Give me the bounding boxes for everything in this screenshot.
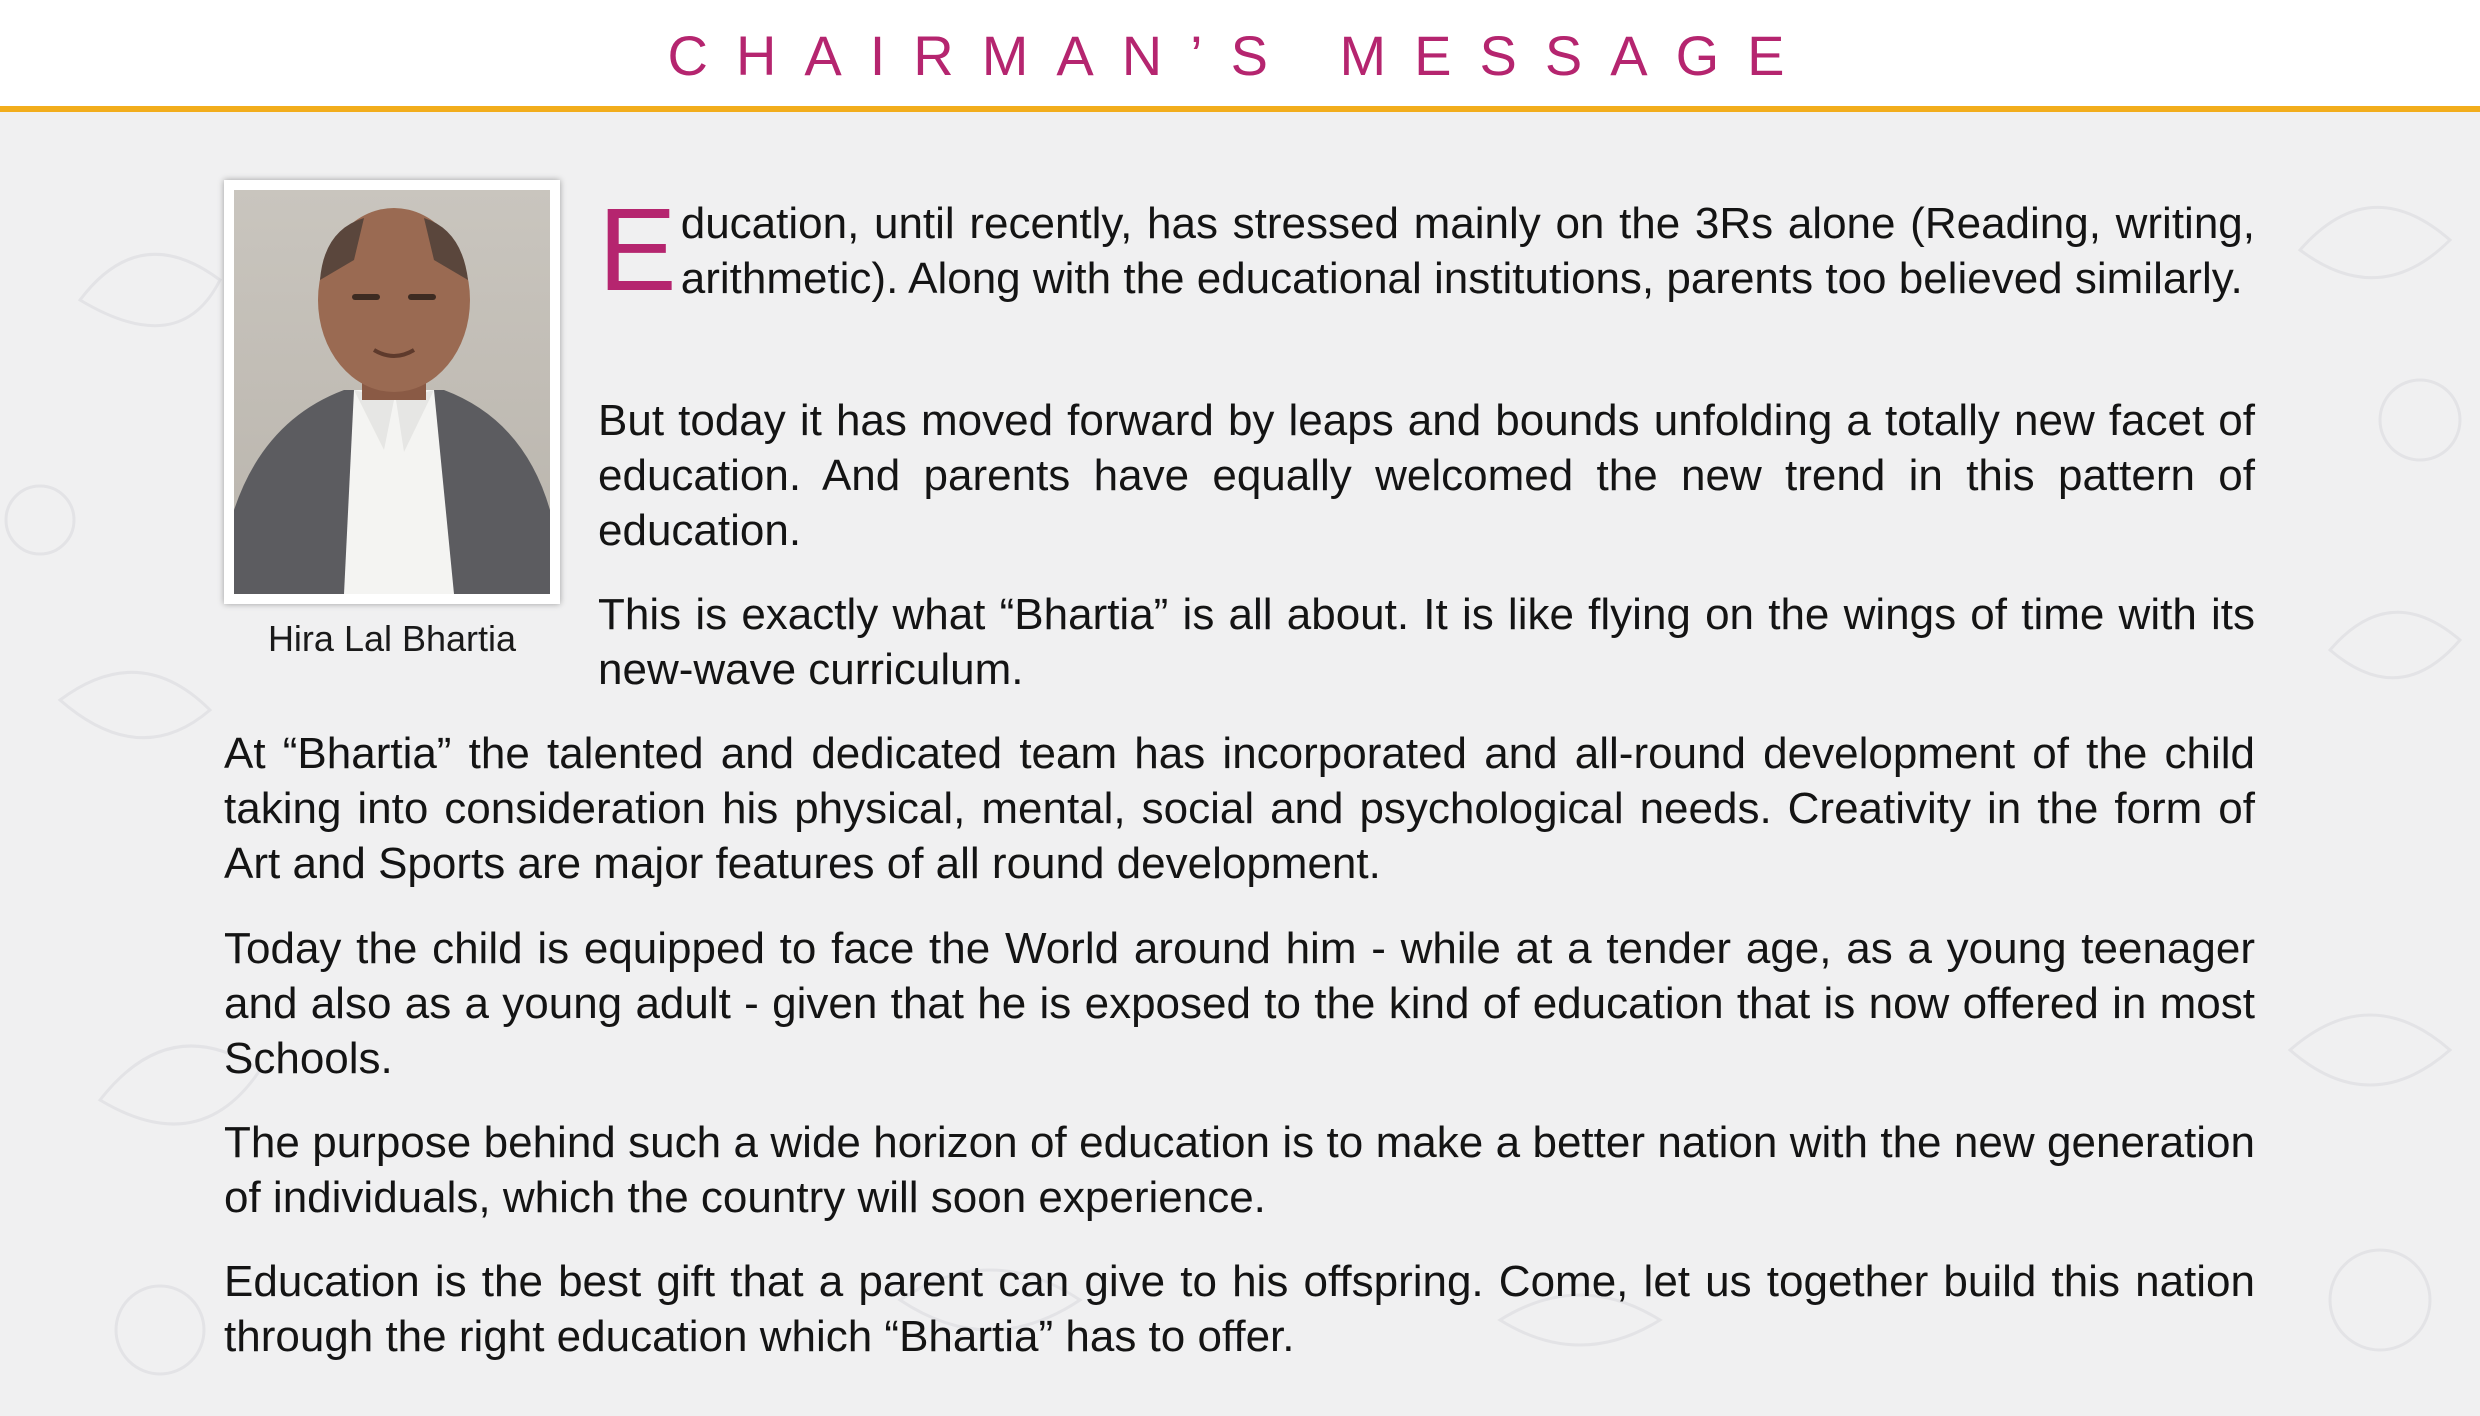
page-header bbox=[0, 0, 2480, 112]
portrait-photo bbox=[234, 190, 550, 594]
paragraph-1-text: ducation, until recently, has stressed mainly on the 3Rs alone (Reading, writing, arithmetic). Along with the educational institutions, parents too believed similarly. bbox=[680, 199, 2255, 303]
message-paragraph-2: But today it has moved forward by leaps and bounds unfolding a totally new facet of education. And parents have equally welcomed the new trend in this pattern of education. bbox=[598, 396, 2255, 555]
message-paragraph-3: This is exactly what “Bhartia” is all about. It is like flying on the wings of time with its new-wave curriculum. bbox=[598, 590, 2255, 694]
message-paragraph-7: Education is the best gift that a parent can give to his offspring. Come, let us together build this nation through the right education which “Bhartia” has to offer. bbox=[224, 1257, 2255, 1361]
portrait-frame bbox=[224, 180, 560, 604]
message-paragraph-1 bbox=[598, 184, 2255, 316]
message-paragraph-6: The purpose behind such a wide horizon of education is to make a better nation with the new generation of individuals, which the country will soon experience. bbox=[224, 1118, 2255, 1222]
drop-cap-letter: E bbox=[598, 184, 677, 316]
message-paragraph-4: At “Bhartia” the talented and dedicated team has incorporated and all-round development of the child taking into consideration his physical, mental, social and psychological needs. Creativity in the form of Art and Sports are major features of all round development. bbox=[224, 729, 2255, 888]
page-title: CHAIRMAN’S MESSAGE bbox=[667, 24, 1813, 87]
message-paragraph-5: Today the child is equipped to face the World around him - while at a tender age, as a young teenager and also as a young adult - given that he is exposed to the kind of education that is now offered in most Schools. bbox=[224, 924, 2255, 1083]
portrait-caption: Hira Lal Bhartia bbox=[267, 618, 517, 659]
